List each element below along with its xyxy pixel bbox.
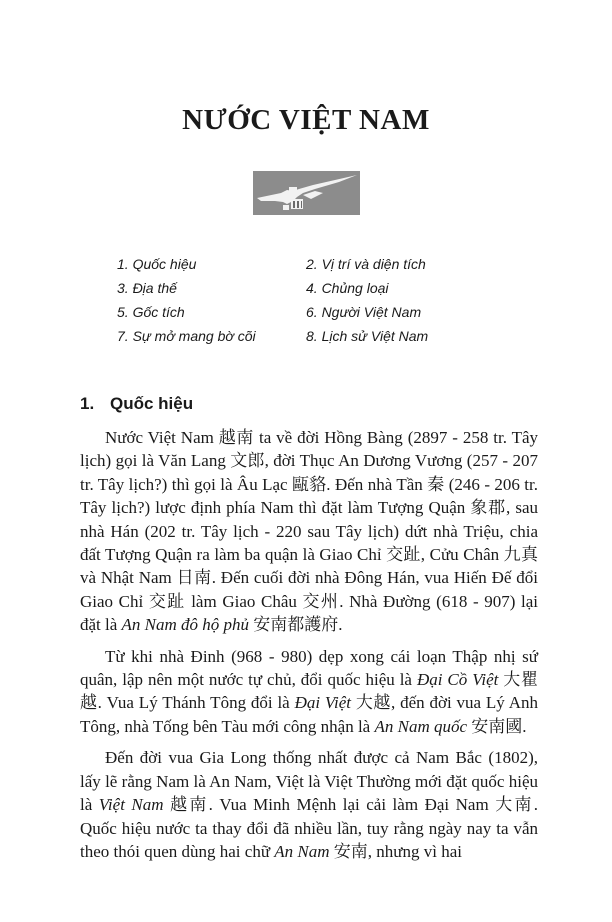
section-number: 1. <box>80 394 95 413</box>
paragraph <box>80 645 538 739</box>
toc-item: 5. Gốc tích <box>117 304 185 320</box>
paragraph <box>80 746 538 863</box>
toc-item: 3. Địa thế <box>117 280 177 296</box>
toc-row <box>117 252 517 276</box>
text-run: Từ khi nhà Đinh (968 - 980) dẹp xong cái loạn Thập nhị sứ quân, lập nên một nước tự chủ, đổi quốc hiệu là <box>80 646 538 690</box>
body-text <box>80 426 538 871</box>
italic-term: An Nam đô hộ phủ <box>121 615 250 635</box>
page-title: NƯỚC VIỆT NAM <box>182 104 430 136</box>
italic-term: Đại Việt <box>294 693 352 713</box>
toc-row <box>117 300 517 324</box>
text-run: Đến đời vua Gia Long thống nhất được cả Nam Bắc (1802), lấy lẽ rằng Nam là An Nam, Việt là Việt Thường mới đặt quốc hiệu là <box>80 748 538 815</box>
toc-item: 7. Sự mở mang bờ cõi <box>117 328 256 344</box>
italic-term: Đại Cồ Việt <box>416 670 499 690</box>
toc-item: 2. Vị trí và diện tích <box>306 256 426 272</box>
paragraph <box>80 426 538 637</box>
text-run: 大越, đến đời vua Lý Anh Tông, nhà Tống bên Tàu mới công nhận là <box>80 693 538 736</box>
toc-row <box>117 324 517 348</box>
italic-term: An Nam quốc <box>374 716 468 736</box>
section-title: Quốc hiệu <box>110 394 194 413</box>
text-run: 安南都護府. <box>249 615 343 635</box>
toc-row <box>117 276 517 300</box>
text-run: 大瞿越. Vua Lý Thánh Tông đổi là <box>80 670 539 713</box>
italic-term: An Nam <box>274 841 330 861</box>
toc-item: 4. Chủng loại <box>306 280 389 296</box>
table-of-contents <box>117 252 517 348</box>
toc-item: 6. Người Việt Nam <box>306 304 422 320</box>
italic-term: Việt Nam <box>98 795 164 815</box>
toc-item: 1. Quốc hiệu <box>117 256 197 272</box>
text-run: 安南國. <box>467 716 527 736</box>
bronze-drum-bird-ornament-icon <box>253 171 360 215</box>
section-heading <box>80 394 193 414</box>
text-run: 越南. Vua Minh Mệnh lại cải làm Đại Nam 大南. Quốc hiệu nước ta thay đổi đã nhiều lần, tuy rằng ngày nay ta vẫn theo thói quen dùng hai chữ <box>80 795 538 861</box>
toc-item: 8. Lịch sử Việt Nam <box>306 328 429 344</box>
text-run: Nước Việt Nam 越南 ta về đời Hồng Bàng (2897 - 258 tr. Tây lịch) gọi là Văn Lang 文郎, đời Thục An Dương Vương (257 - 207 tr. Tây lịch?) thì gọi là Âu Lạc 甌貉. Đến nhà Tần 秦 (246 - 206 tr. Tây lịch?) lược định phía Nam thì đặt làm Tượng Quận 象郡, sau nhà Hán (202 tr. Tây lịch - 220 sau Tây lịch) dứt nhà Triệu, chia đất Tượng Quận ra làm ba quận là Giao Chỉ 交趾, Cửu Chân 九真 và Nhật Nam 日南. Đến cuối đời nhà Đông Hán, vua Hiến Đế đổi Giao Chỉ 交趾 làm Giao Châu 交州. Nhà Đường (618 - 907) lại đặt là <box>80 428 538 635</box>
text-run: 安南, nhưng vì hai <box>329 841 463 861</box>
